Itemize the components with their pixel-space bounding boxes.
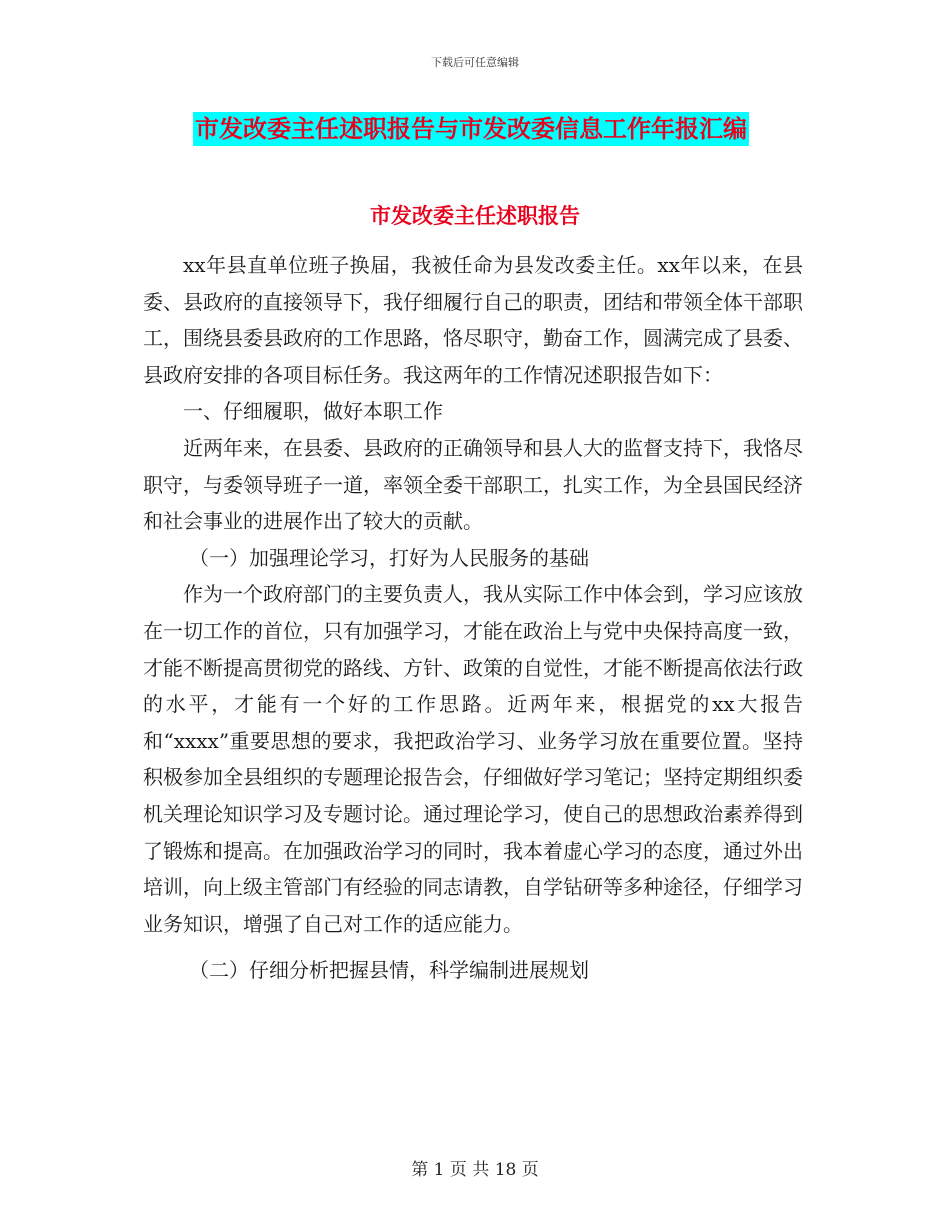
document-body [143,247,803,989]
subsection-heading: （二）仔细分析把握县情，科学编制进展规划 [189,958,589,983]
section-title: 市发改委主任述职报告 [370,203,580,228]
page-footer: 第 1 页 共 18 页 [411,1160,539,1180]
body-paragraph: xx年县直单位班子换届，我被任命为县发改委主任。xx年以来，在县委、县政府的直接领导下，我仔细履行自己的职责，团结和带领全体干部职工，围绕县委县政府的工作思路，恪尽职守，勤奋工作，圆满完成了县委、县政府安排的各项目标任务。我这两年的工作情况述职报告如下： [143,253,803,387]
subsection-heading: （一）加强理论学习，打好为人民服务的基础 [189,545,589,570]
page-header-note: 下载后可任意编辑 [431,56,519,69]
body-paragraph: 近两年来，在县委、县政府的正确领导和县人大的监督支持下，我恪尽职守，与委领导班子一道，率领全委干部职工，扎实工作，为全县国民经济和社会事业的进展作出了较大的贡献。 [143,435,803,534]
section-heading: 一、仔细履职，做好本职工作 [183,399,443,424]
document-main-title: 市发改委主任述职报告与市发改委信息工作年报汇编 [193,112,749,146]
body-paragraph: 作为一个政府部门的主要负责人，我从实际工作中体会到，学习应该放在一切工作的首位，只有加强学习，才能在政治上与党中央保持高度一致，才能不断提高贯彻党的路线、方针、政策的自觉性，才能不断提高依法行政的水平，才能有一个好的工作思路。近两年来，根据党的xx大报告和“xxxx”重要思想的要求，我把政治学习、业务学习放在重要位置。坚持积极参加全县组织的专题理论报告会，仔细做好学习笔记；坚持定期组织委机关理论知识学习及专题讨论。通过理论学习，使自己的思想政治素养得到了锻炼和提高。在加强政治学习的同时，我本着虚心学习的态度，通过外出培训，向上级主管部门有经验的同志请教，自学钻研等多种途径，仔细学习业务知识，增强了自己对工作的适应能力。 [143,582,803,936]
